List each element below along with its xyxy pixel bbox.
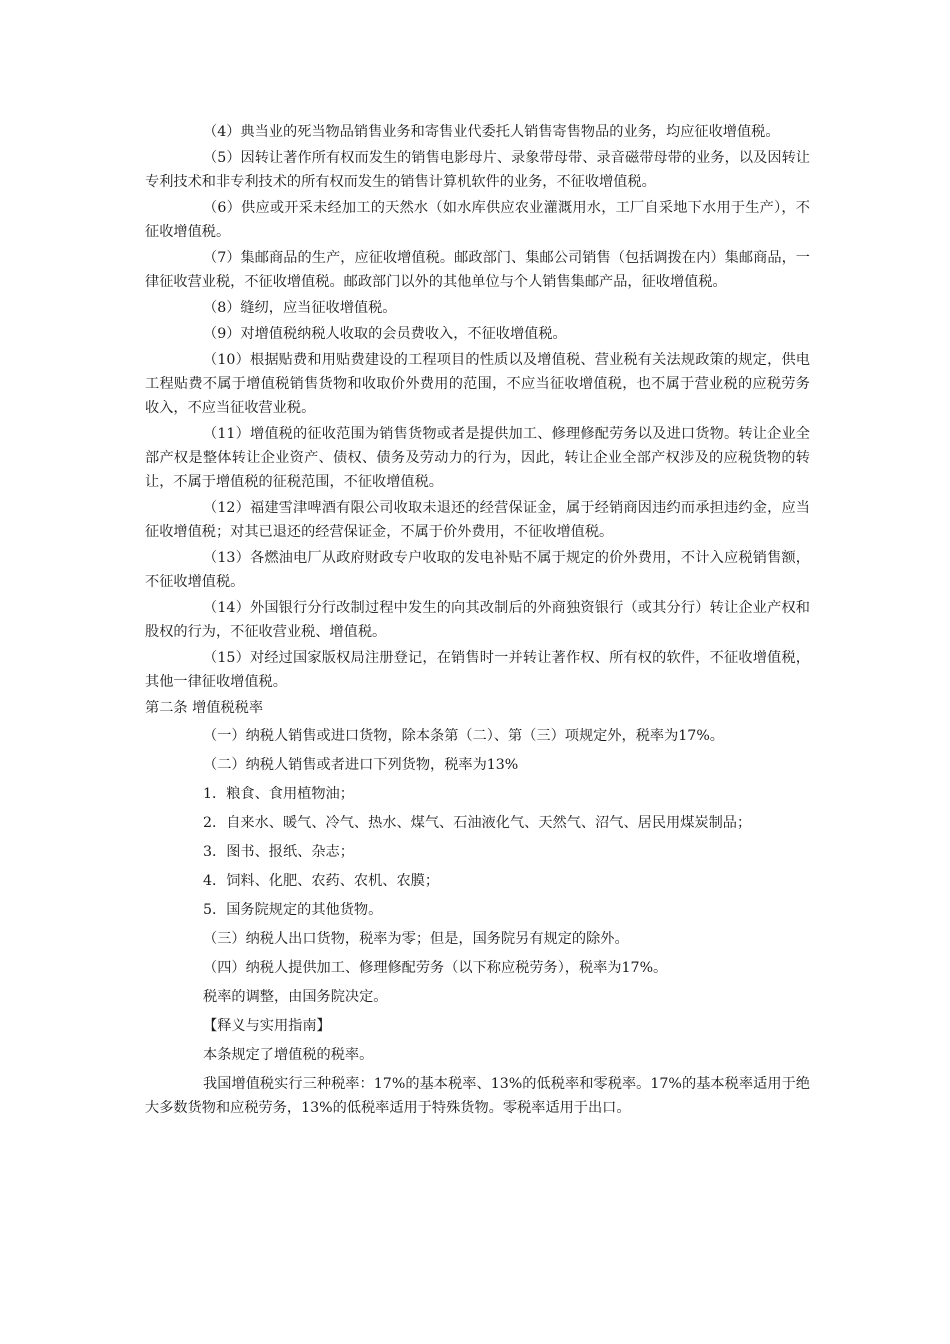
- paragraph-item-6: （6）供应或开采未经加工的天然水（如水库供应农业灌溉用水，工厂自采地下水用于生产），不征收增值税。: [145, 200, 810, 240]
- paragraph-item-11: （11）增值税的征收范围为销售货物或者是提供加工、修理修配劳务以及进口货物。转让企业全部产权是整体转让企业资产、债权、债务及劳动力的行为，因此，转让企业全部产权涉及的应税货物的转让，不属于增值税的征税范围，不征收增值税。: [145, 426, 810, 490]
- goods-list-item: 1．粮食、食用植物油；: [203, 786, 354, 802]
- rate-item-4: （四）纳税人提供加工、修理修配劳务（以下称应税劳务），税率为17%。: [203, 960, 668, 976]
- paragraph-item-13: （13）各燃油电厂从政府财政专户收取的发电补贴不属于规定的价外费用，不计入应税销售额，不征收增值税。: [145, 550, 810, 590]
- rate-adjustment: 税率的调整，由国务院决定。: [203, 989, 388, 1005]
- goods-list-item: 5．国务院规定的其他货物。: [203, 902, 383, 918]
- paragraph-item-14: （14）外国银行分行改制过程中发生的向其改制后的外商独资银行（或其分行）转让企业产权和股权的行为，不征收营业税、增值税。: [145, 600, 810, 640]
- paragraph-item-10: （10）根据贴费和用贴费建设的工程项目的性质以及增值税、营业税有关法规政策的规定，供电工程贴费不属于增值税销售货物和收取价外费用的范围，不应当征收增值税，也不属于营业税的应税劳务收入，不应当征收营业税。: [145, 352, 810, 416]
- paragraph-item-15: （15）对经过国家版权局注册登记，在销售时一并转让著作权、所有权的软件，不征收增值税，其他一律征收增值税。: [145, 650, 810, 690]
- rate-item-3: （三）纳税人出口货物，税率为零；但是，国务院另有规定的除外。: [203, 931, 629, 947]
- article-heading: 第二条 增值税税率: [145, 700, 264, 716]
- paragraph-item-12: （12）福建雪津啤酒有限公司收取未退还的经营保证金，属于经销商因违约而承担违约金，应当征收增值税；对其已退还的经营保证金，不属于价外费用，不征收增值税。: [145, 500, 810, 540]
- paragraph-item-9: （9）对增值税纳税人收取的会员费收入，不征收增值税。: [203, 326, 567, 342]
- paragraph-item-8: （8）缝纫，应当征收增值税。: [203, 300, 397, 316]
- guide-intro: 本条规定了增值税的税率。: [203, 1047, 374, 1063]
- guide-body: 我国增值税实行三种税率：17%的基本税率、13%的低税率和零税率。17%的基本税率适用于绝大多数货物和应税劳务，13%的低税率适用于特殊货物。零税率适用于出口。: [145, 1076, 810, 1116]
- rate-item-2: （二）纳税人销售或者进口下列货物，税率为13%: [203, 757, 519, 773]
- goods-list-item: 2．自来水、暖气、冷气、热水、煤气、石油液化气、天然气、沼气、居民用煤炭制品；: [203, 815, 752, 831]
- guide-heading: 【释义与实用指南】: [203, 1018, 331, 1034]
- goods-list-item: 3．图书、报纸、杂志；: [203, 844, 354, 860]
- rate-item-1: （一）纳税人销售或进口货物，除本条第（二）、第（三）项规定外，税率为17%。: [203, 728, 724, 744]
- document-page: [145, 120, 810, 1122]
- paragraph-item-4: （4）典当业的死当物品销售业务和寄售业代委托人销售寄售物品的业务，均应征收增值税。: [203, 124, 780, 140]
- paragraph-item-7: （7）集邮商品的生产，应征收增值税。邮政部门、集邮公司销售（包括调拨在内）集邮商品，一律征收营业税，不征收增值税。邮政部门以外的其他单位与个人销售集邮产品，征收增值税。: [145, 250, 810, 290]
- paragraph-item-5: （5）因转让著作所有权而发生的销售电影母片、录象带母带、录音磁带母带的业务，以及因转让专利技术和非专利技术的所有权而发生的销售计算机软件的业务，不征收增值税。: [145, 150, 810, 190]
- goods-list-item: 4．饲料、化肥、农药、农机、农膜；: [203, 873, 440, 889]
